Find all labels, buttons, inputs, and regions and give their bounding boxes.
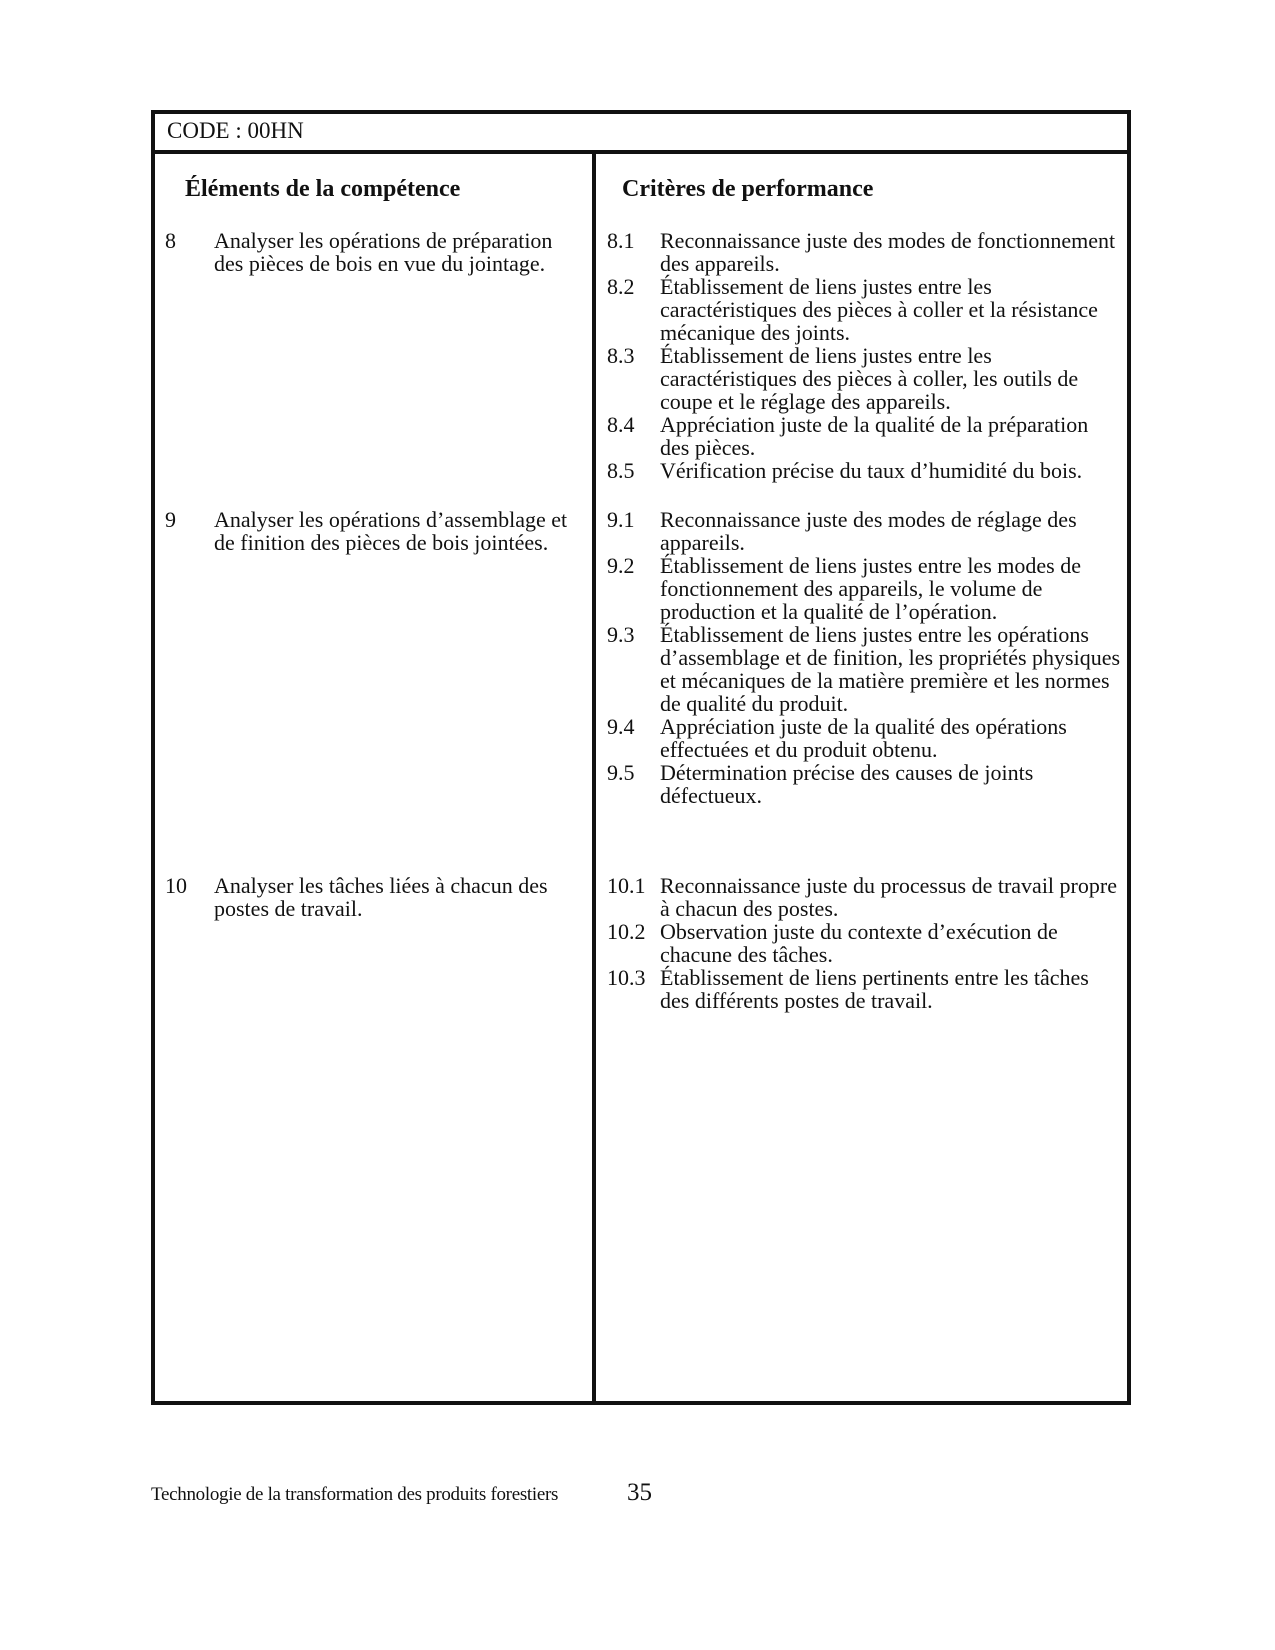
element-text: Analyser les opérations d’assemblage et de finition des pièces de bois jointées. bbox=[214, 507, 568, 555]
criterion-text: Établissement de liens justes entre les caractéristiques des pièces à coller, les outils de coupe et le réglage des appareils. bbox=[660, 343, 1079, 414]
criterion-8-2 bbox=[607, 275, 1122, 344]
criteria-8 bbox=[607, 229, 1122, 482]
criterion-number: 10.2 bbox=[607, 919, 646, 944]
criterion-text: Reconnaissance juste des modes de fonctionnement des appareils. bbox=[660, 228, 1116, 276]
criterion-8-3 bbox=[607, 344, 1122, 413]
column-divider bbox=[592, 154, 596, 1401]
element-number: 9 bbox=[165, 507, 176, 532]
criterion-number: 9.4 bbox=[607, 714, 635, 739]
criterion-number: 8.2 bbox=[607, 274, 635, 299]
element-number: 8 bbox=[165, 228, 176, 253]
footer-document-title: Technologie de la transformation des produits forestiers bbox=[151, 1484, 559, 1505]
criterion-9-1 bbox=[607, 508, 1122, 554]
criterion-number: 9.1 bbox=[607, 507, 635, 532]
criterion-text: Établissement de liens justes entre les opérations d’assemblage et de finition, les propriétés physiques et mécaniques de la matière première et les normes de qualité du produit. bbox=[660, 622, 1121, 716]
header-elements: Éléments de la compétence bbox=[185, 176, 461, 202]
criterion-number: 9.2 bbox=[607, 553, 635, 578]
criterion-8-5 bbox=[607, 459, 1122, 482]
element-8 bbox=[165, 229, 575, 275]
element-9 bbox=[165, 508, 575, 554]
criterion-text: Établissement de liens justes entre les modes de fonctionnement des appareils, le volume de production et la qualité de l’opération. bbox=[660, 553, 1081, 624]
header-criteres: Critères de performance bbox=[622, 176, 874, 202]
criterion-8-1 bbox=[607, 229, 1122, 275]
criterion-number: 8.5 bbox=[607, 458, 635, 483]
criterion-10-2 bbox=[607, 920, 1122, 966]
criterion-9-5 bbox=[607, 761, 1122, 807]
criterion-number: 8.1 bbox=[607, 228, 635, 253]
criterion-text: Détermination précise des causes de joints défectueux. bbox=[660, 760, 1034, 808]
criterion-text: Observation juste du contexte d’exécution de chacune des tâches. bbox=[660, 919, 1058, 967]
criterion-text: Établissement de liens pertinents entre les tâches des différents postes de travail. bbox=[660, 965, 1089, 1013]
competence-table bbox=[151, 110, 1131, 1405]
criterion-text: Établissement de liens justes entre les caractéristiques des pièces à coller et la résistance mécanique des joints. bbox=[660, 274, 1098, 345]
page-number: 35 bbox=[627, 1479, 652, 1506]
criterion-number: 9.5 bbox=[607, 760, 635, 785]
criterion-number: 9.3 bbox=[607, 622, 635, 647]
criterion-8-4 bbox=[607, 413, 1122, 459]
criterion-9-4 bbox=[607, 715, 1122, 761]
criterion-text: Appréciation juste de la qualité des opérations effectuées et du produit obtenu. bbox=[660, 714, 1067, 762]
code-label: CODE : 00HN bbox=[155, 114, 1127, 154]
criterion-text: Reconnaissance juste du processus de travail propre à chacun des postes. bbox=[660, 873, 1117, 921]
criterion-number: 8.3 bbox=[607, 343, 635, 368]
element-number: 10 bbox=[165, 873, 187, 898]
criterion-text: Reconnaissance juste des modes de réglage des appareils. bbox=[660, 507, 1077, 555]
criteria-10 bbox=[607, 874, 1122, 1012]
criterion-number: 10.3 bbox=[607, 965, 646, 990]
criterion-9-3 bbox=[607, 623, 1122, 715]
element-text: Analyser les tâches liées à chacun des postes de travail. bbox=[214, 873, 548, 921]
criterion-9-2 bbox=[607, 554, 1122, 623]
element-10 bbox=[165, 874, 575, 920]
criterion-number: 10.1 bbox=[607, 873, 646, 898]
criterion-text: Vérification précise du taux d’humidité du bois. bbox=[660, 458, 1083, 483]
criterion-10-1 bbox=[607, 874, 1122, 920]
criteria-9 bbox=[607, 508, 1122, 807]
criterion-text: Appréciation juste de la qualité de la préparation des pièces. bbox=[660, 412, 1089, 460]
criterion-10-3 bbox=[607, 966, 1122, 1012]
criterion-number: 8.4 bbox=[607, 412, 635, 437]
element-text: Analyser les opérations de préparation des pièces de bois en vue du jointage. bbox=[214, 228, 553, 276]
